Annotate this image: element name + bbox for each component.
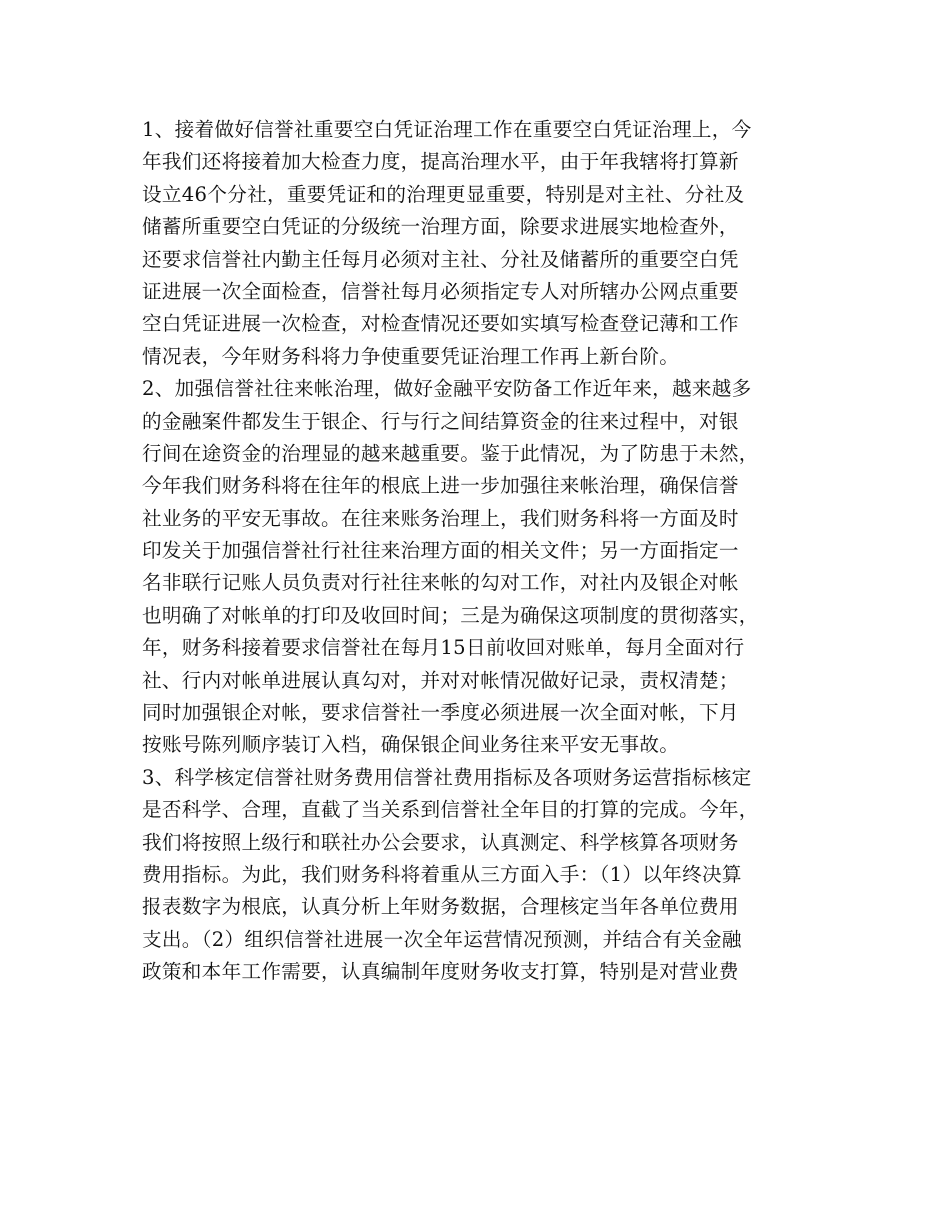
text-line: 储蓄所重要空白凭证的分级统一治理方面，除要求进展实地检查外， (142, 215, 739, 239)
text-line: 名非联行记账人员负责对行社往来帐的勾对工作，对社内及银企对帐 (142, 571, 739, 595)
text-line: 的金融案件都发生于银企、行与行之间结算资金的往来过程中，对银 (142, 409, 739, 433)
text-line: 空白凭证进展一次检查，对检查情况还要如实填写检查登记薄和工作 (142, 312, 739, 336)
text-line: 行间在途资金的治理显的越来越重要。鉴于此情况，为了防患于未然， (142, 441, 759, 465)
text-line: 证进展一次全面检查，信誉社每月必须指定专人对所辖办公网点重要 (142, 279, 739, 303)
text-line: 报表数字为根底，认真分析上年财务数据，合理核定当年各单位费用 (142, 895, 739, 919)
document-page (142, 114, 832, 989)
text-line: 支出。（2）组织信誉社进展一次全年运营情况预测，并结合有关金融 (142, 927, 742, 951)
text-line: 按账号陈列顺序装订入档，确保银企间业务往来平安无事故。 (142, 733, 680, 757)
text-line: 设立46个分社，重要凭证和的治理更显重要，特别是对主社、分社及 (142, 182, 745, 206)
text-line: 政策和本年工作需要，认真编制年度财务收支打算，特别是对营业费 (142, 960, 739, 984)
text-line: 我们将按照上级行和联社办公会要求，认真测定、科学核算各项财务 (142, 830, 739, 854)
text-line: 社业务的平安无事故。在往来账务治理上，我们财务科将一方面及时 (142, 506, 739, 530)
text-line: 1、接着做好信誉社重要空白凭证治理工作在重要空白凭证治理上，今 (142, 118, 752, 141)
text-line: 年我们还将接着加大检查力度，提高治理水平，由于年我辖将打算新 (142, 150, 739, 174)
text-line: 印发关于加强信誉社行社往来治理方面的相关文件；另一方面指定一 (142, 539, 739, 563)
text-line: 年，财务科接着要求信誉社在每月15日前收回对账单，每月全面对行 (142, 636, 745, 660)
text-line: 今年我们财务科将在往年的根底上进一步加强往来帐治理，确保信誉 (142, 474, 739, 498)
text-line: 费用指标。为此，我们财务科将着重从三方面入手：（1）以年终决算 (142, 862, 742, 886)
text-line: 也明确了对帐单的打印及收回时间；三是为确保这项制度的贯彻落实， (142, 603, 759, 627)
text-line: 社、行内对帐单进展认真勾对，并对对帐情况做好记录，责权清楚； (142, 668, 739, 692)
text-line: 是否科学、合理，直截了当关系到信誉社全年目的打算的完成。今年， (142, 798, 759, 822)
text-line: 3、科学核定信誉社财务费用信誉社费用指标及各项财务运营指标核定 (142, 765, 752, 789)
text-line: 情况表，今年财务科将力争使重要凭证治理工作再上新台阶。 (142, 344, 680, 368)
text-line: 2、加强信誉社往来帐治理，做好金融平安防备工作近年来，越来越多 (142, 377, 752, 401)
text-line: 同时加强银企对帐，要求信誉社一季度必须进展一次全面对帐，下月 (142, 701, 739, 725)
text-line: 还要求信誉社内勤主任每月必须对主社、分社及储蓄所的重要空白凭 (142, 247, 739, 271)
